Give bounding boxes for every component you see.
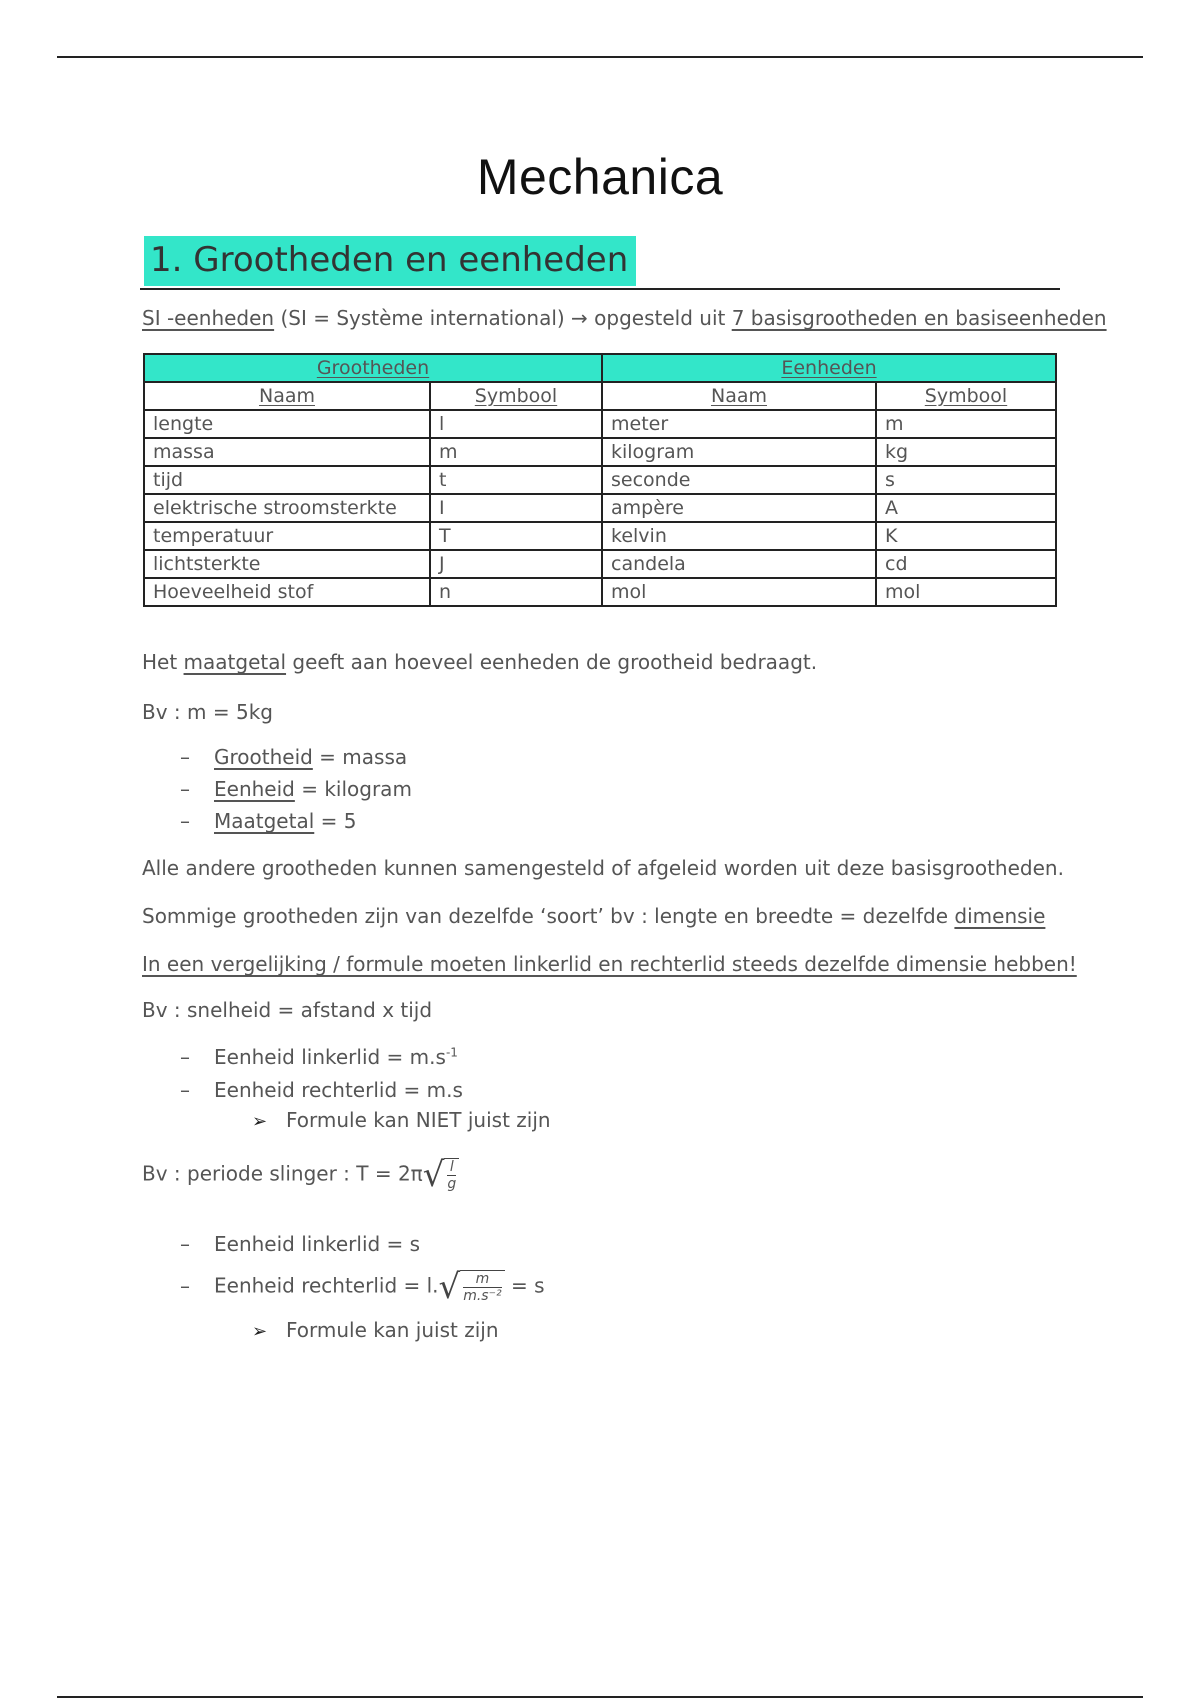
dash-bullet: – (180, 1045, 190, 1069)
list-item: – Eenheid rechterlid = l. √ m m.s⁻² = s (180, 1267, 545, 1307)
si-intro (142, 306, 1107, 330)
table-row: temperatuur T kelvin K (144, 522, 1056, 550)
section-rule (140, 288, 1060, 290)
page-title: Mechanica (476, 149, 724, 205)
page-bottom-rule (57, 1696, 1143, 1698)
sqrt-l-over-g: √ l g (423, 1158, 460, 1192)
list-item: – Maatgetal = 5 (180, 809, 357, 833)
list-item: – Eenheid linkerlid = s (180, 1232, 421, 1256)
arrow-bullet-icon: ➢ (252, 1111, 268, 1132)
col-naam-eenheid: Naam (602, 382, 876, 410)
example2-text: Bv : snelheid = afstand x tijd (142, 998, 433, 1022)
table-row: massa m kilogram kg (144, 438, 1056, 466)
list-item: – Eenheid linkerlid = $m.s^{-1}$ (180, 1045, 458, 1069)
group-eenheden: Eenheden (602, 354, 1056, 382)
table-row: elektrische stroomsterkte I ampère A (144, 494, 1056, 522)
list-item: – Eenheid = kilogram (180, 777, 412, 801)
sqrt-unit-fraction: √ m m.s⁻² (439, 1270, 505, 1304)
col-symbool-eenheid: Symbool (876, 382, 1056, 410)
section-number: 1. (150, 240, 183, 280)
dash-bullet: – (180, 777, 190, 801)
conclusion-not-correct: ➢ Formule kan NIET juist zijn (252, 1108, 551, 1132)
col-symbool-grootheid: Symbool (430, 382, 602, 410)
group-grootheden: Grootheden (144, 354, 602, 382)
conclusion-correct: ➢ Formule kan juist zijn (252, 1318, 499, 1342)
table-row: lichtsterkte J candela cd (144, 550, 1056, 578)
col-naam-grootheid: Naam (144, 382, 430, 410)
dimension-rule: In een vergelijking / formule moeten linkerlid en rechterlid steeds dezelfde dimensie hebben! (142, 952, 1077, 976)
list-item: – Eenheid rechterlid = m.s (180, 1078, 463, 1102)
dimensie-paragraph: Sommige grootheden zijn van dezelfde ‘soort’ bv : lengte en breedte = dezelfde dimensie (142, 904, 1046, 928)
table-row: Hoeveelheid stof n mol mol (144, 578, 1056, 606)
example1-text: Bv : m = 5kg (142, 700, 273, 724)
arrow-bullet-icon: ➢ (252, 1321, 268, 1342)
basis-term: 7 basisgrootheden en basiseenheden (731, 306, 1107, 330)
section-heading (144, 236, 636, 286)
maatgetal-paragraph: Het maatgetal geeft aan hoeveel eenheden de grootheid bedraagt. (142, 650, 818, 674)
si-units-table (143, 353, 1057, 607)
page-top-rule (57, 56, 1143, 58)
si-term: SI -eenheden (142, 306, 275, 330)
dimensie-term: dimensie (954, 904, 1046, 928)
table-row: tijd t seconde s (144, 466, 1056, 494)
example3-text: Bv : periode slinger : T = 2π √ l g (142, 1158, 459, 1192)
table-row: lengte l meter m (144, 410, 1056, 438)
dash-bullet: – (180, 1273, 190, 1298)
maatgetal-term: maatgetal (183, 650, 287, 674)
list-item: – Grootheid = massa (180, 745, 408, 769)
section-heading-text: Grootheden en eenheden (193, 240, 629, 280)
dash-bullet: – (180, 809, 190, 833)
dash-bullet: – (180, 1078, 190, 1102)
afgeleid-paragraph: Alle andere grootheden kunnen samengesteld of afgeleid worden uit deze basisgrootheden. (142, 856, 1064, 880)
si-description: (SI = Système international) → opgesteld uit (274, 306, 732, 330)
dash-bullet: – (180, 1232, 190, 1256)
dash-bullet: – (180, 745, 190, 769)
